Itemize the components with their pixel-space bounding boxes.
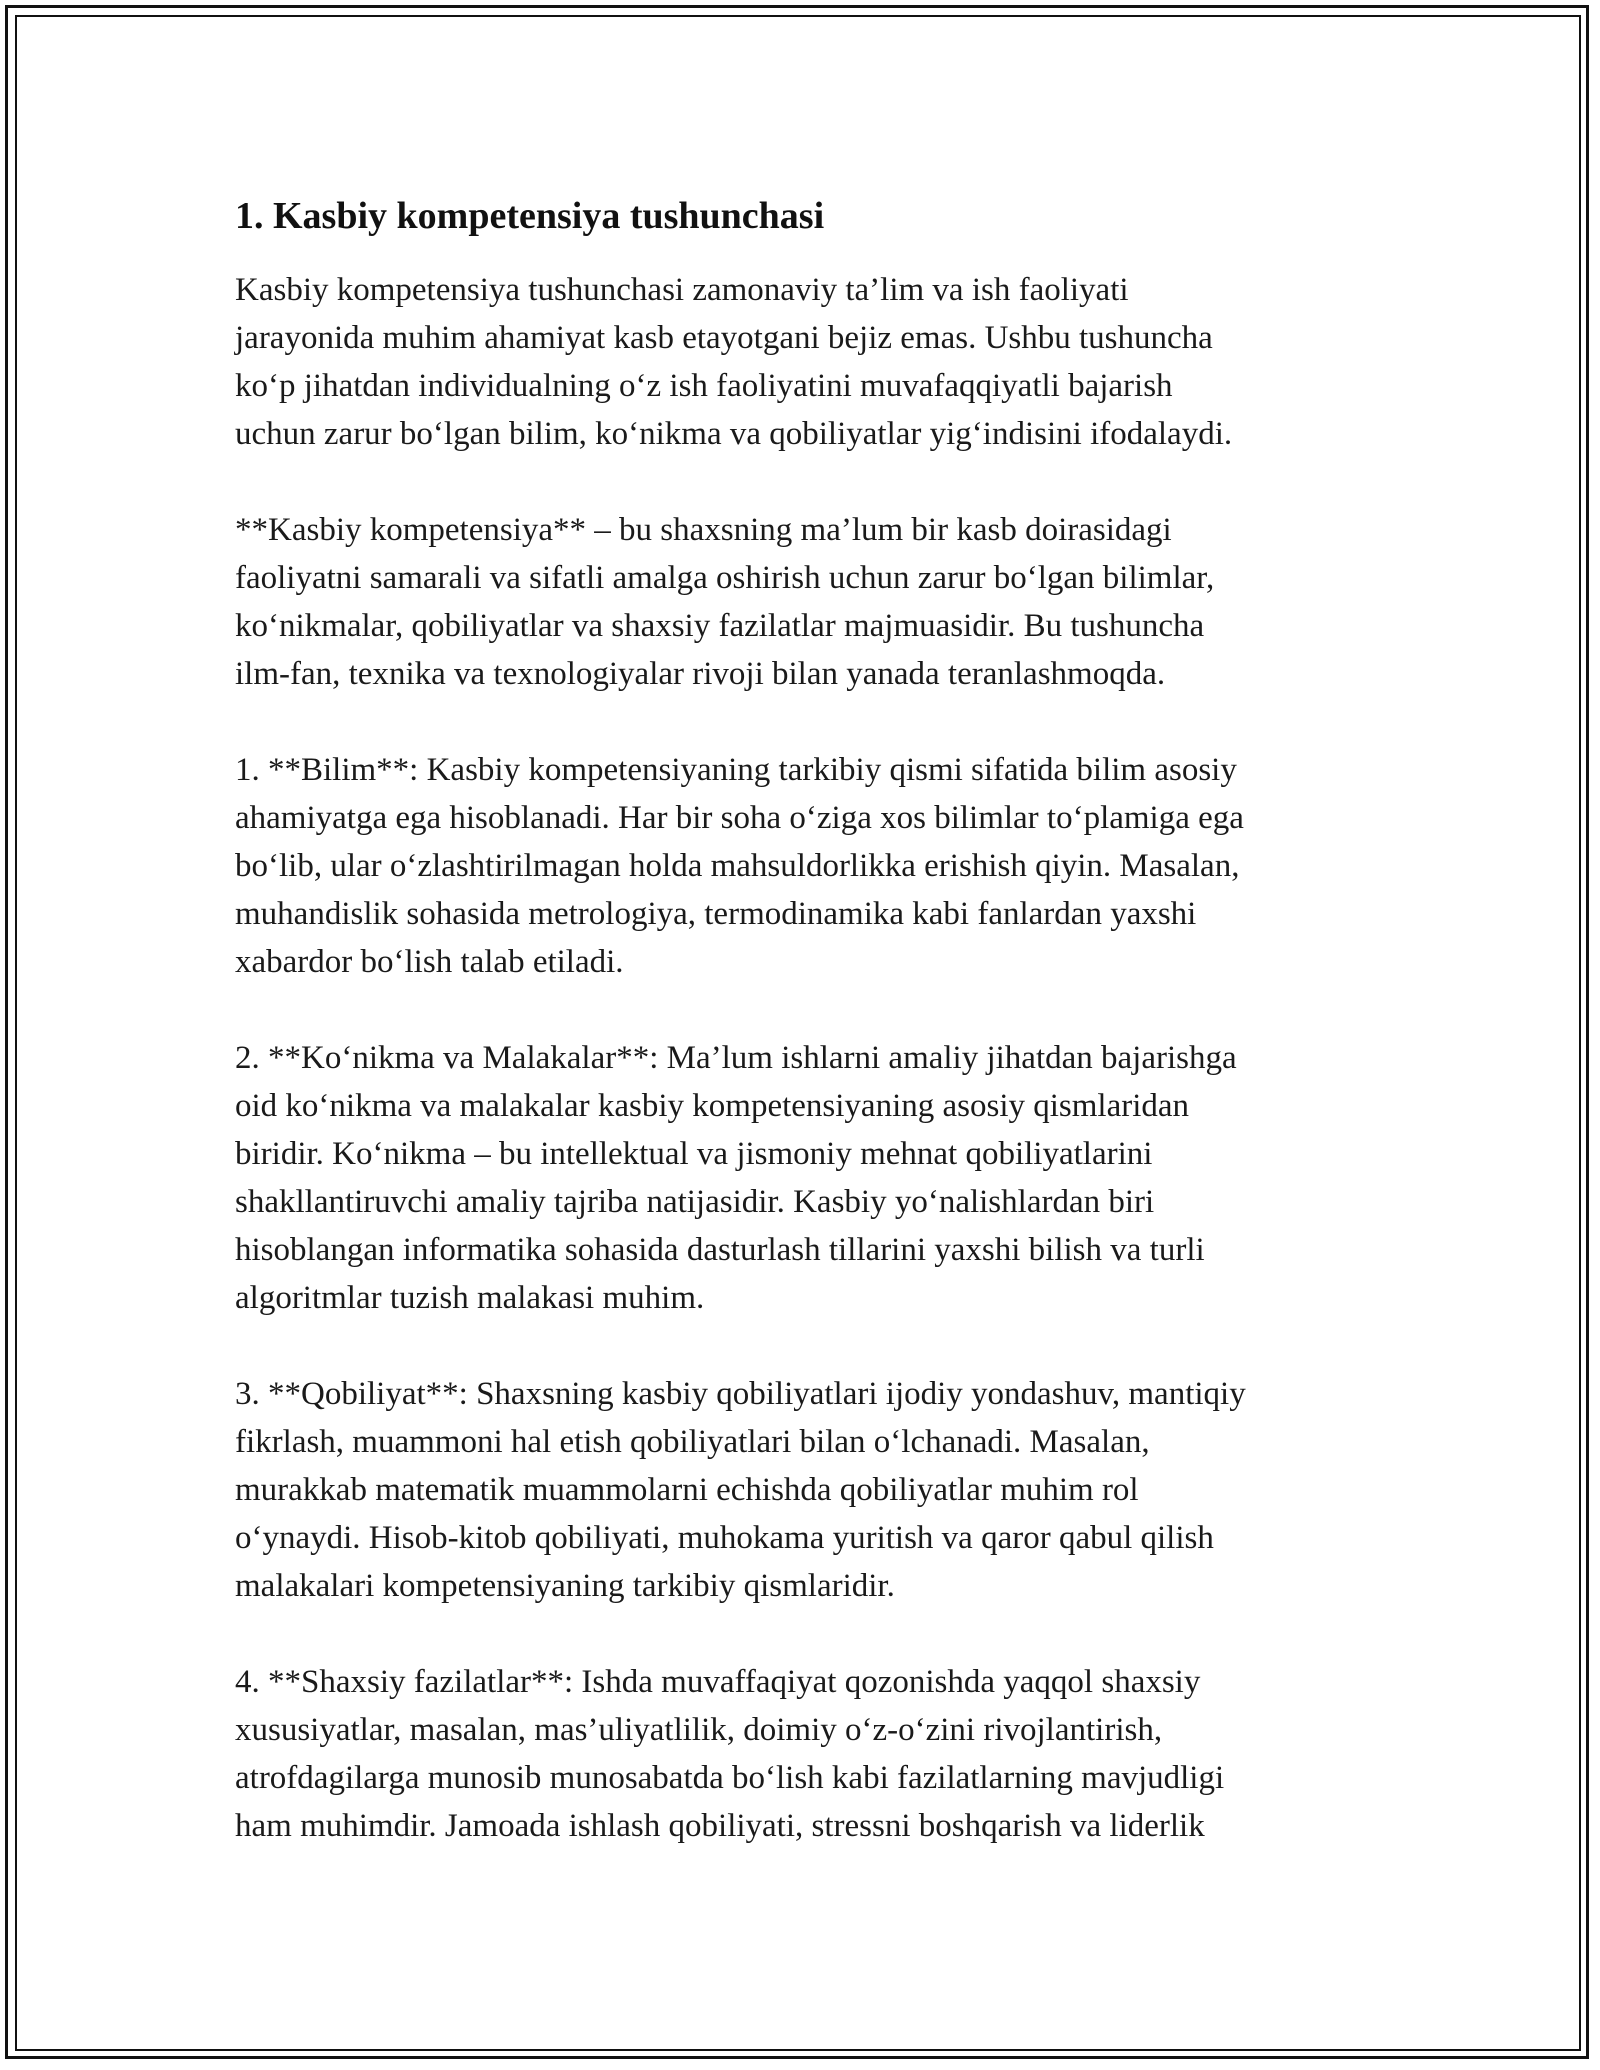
document-body (235, 188, 1370, 1898)
list-item-konikma: 2. **Ko‘nikma va Malakalar**: Ma’lum ishlarni amaliy jihatdan bajarishga oid ko‘nikma va malakalar kasbiy kompetensiyaning asosiy qismlaridan biridir. Ko‘nikma – bu intellektual va jismoniy mehnat qobiliyatlarini shakllantiruvchi amaliy tajriba natijasidir. Kasbiy yo‘nalishlardan biri hisoblangan informatika sohasida dasturlash tillarini yaxshi bilish va turli algoritmlar tuzish malakasi muhim. (235, 1040, 1237, 1316)
intro-paragraph: Kasbiy kompetensiya tushunchasi zamonaviy ta’lim va ish faoliyati jarayonida muhim ahamiyat kasb etayotgani bejiz emas. Ushbu tushuncha ko‘p jihatdan individualning o‘z ish faoliyatini muvafaqqiyatli bajarish uchun zarur bo‘lgan bilim, ko‘nikma va qobiliyatlar yig‘indisini ifodalaydi. (235, 272, 1233, 452)
list-item-bilim: 1. **Bilim**: Kasbiy kompetensiyaning tarkibiy qismi sifatida bilim asosiy ahamiyatga ega hisoblanadi. Har bir soha o‘ziga xos bilimlar to‘plamiga ega bo‘lib, ular o‘zlashtirilmagan holda mahsuldorlikka erishish qiyin. Masalan, muhandislik sohasida metrologiya, termodinamika kabi fanlardan yaxshi xabardor bo‘lish talab etiladi. (235, 752, 1244, 980)
list-item-qobiliyat: 3. **Qobiliyat**: Shaxsning kasbiy qobiliyatlari ijodiy yondashuv, mantiqiy fikrlash, muammoni hal etish qobiliyatlari bilan o‘lchanadi. Masalan, murakkab matematik muammolarni echishda qobiliyatlar muhim rol o‘ynaydi. Hisob-kitob qobiliyati, muhokama yuritish va qaror qabul qilish malakalari kompetensiyaning tarkibiy qismlaridir. (235, 1376, 1246, 1604)
definition-paragraph: **Kasbiy kompetensiya** – bu shaxsning ma’lum bir kasb doirasidagi faoliyatni samarali va sifatli amalga oshirish uchun zarur bo‘lgan bilimlar, ko‘nikmalar, qobiliyatlar va shaxsiy fazilatlar majmuasidir. Bu tushuncha ilm-fan, texnika va texnologiyalar rivoji bilan yanada teranlashmoqda. (235, 512, 1215, 692)
section-heading: 1. Kasbiy kompetensiya tushunchasi (235, 195, 825, 237)
list-item-shaxsiy-fazilatlar: 4. **Shaxsiy fazilatlar**: Ishda muvaffaqiyat qozonishda yaqqol shaxsiy xususiyatlar, masalan, mas’uliyatlilik, doimiy o‘z-o‘zini rivojlantirish, atrofdagilarga munosib munosabatda bo‘lish kabi fazilatlarning mavjudligi ham muhimdir. Jamoada ishlash qobiliyati, stressni boshqarish va liderlik (235, 1664, 1225, 1844)
